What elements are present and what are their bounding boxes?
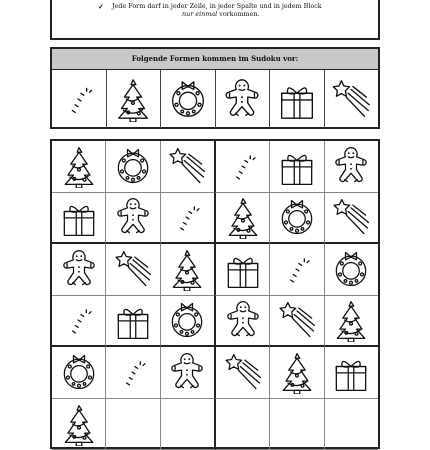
legend-cell — [325, 70, 379, 128]
sudoku-cell — [270, 347, 324, 399]
legend-cell — [216, 70, 271, 128]
wreath-icon — [57, 350, 101, 394]
shape-legend — [50, 47, 380, 129]
gingerbread-man-icon — [329, 144, 373, 188]
shooting-star-icon — [111, 247, 155, 291]
christmas-tree-icon — [329, 298, 373, 342]
sudoku-cell — [216, 193, 270, 245]
christmas-tree-icon — [57, 402, 101, 446]
sudoku-row — [52, 399, 378, 450]
candy-cane-icon — [56, 76, 102, 122]
instruction-line-3-rest: vorkommen. — [217, 10, 259, 18]
sudoku-row — [52, 141, 378, 193]
candy-cane-icon — [275, 247, 319, 291]
sudoku-cell — [106, 141, 160, 193]
shooting-star-icon — [328, 76, 374, 122]
sudoku-cell-empty[interactable] — [270, 399, 324, 450]
sudoku-row — [52, 244, 378, 296]
legend-cell — [270, 70, 325, 128]
christmas-tree-icon — [275, 350, 319, 394]
gift-icon — [57, 195, 101, 239]
legend-cell — [161, 70, 216, 128]
legend-cell — [107, 70, 162, 128]
sudoku-cell — [106, 347, 160, 399]
check-icon: ✓ — [98, 2, 104, 11]
christmas-tree-icon — [110, 76, 156, 122]
gift-icon — [221, 247, 265, 291]
gingerbread-man-icon — [165, 350, 209, 394]
candy-cane-icon — [111, 350, 155, 394]
instruction-line-2: Jede Form darf in jeder Zeile, in jeder Spalte und in jedem Block — [112, 2, 322, 10]
christmas-tree-icon — [57, 144, 101, 188]
sudoku-cell — [270, 193, 324, 245]
sudoku-cell — [52, 244, 106, 296]
sudoku-cell — [325, 347, 378, 399]
shooting-star-icon — [165, 144, 209, 188]
wreath-icon — [275, 195, 319, 239]
sudoku-cell — [161, 296, 216, 348]
sudoku-cell — [52, 399, 106, 450]
wreath-icon — [111, 144, 155, 188]
sudoku-row — [52, 296, 378, 348]
instruction-line-3 — [182, 10, 260, 18]
gift-icon — [275, 144, 319, 188]
sudoku-cell — [161, 141, 216, 193]
gift-icon — [329, 350, 373, 394]
gift-icon — [274, 76, 320, 122]
sudoku-cell — [270, 296, 324, 348]
sudoku-cell — [106, 193, 160, 245]
sudoku-cell-empty[interactable] — [106, 399, 160, 450]
wreath-icon — [165, 76, 211, 122]
wreath-icon — [329, 247, 373, 291]
sudoku-row — [52, 347, 378, 399]
christmas-tree-icon — [221, 195, 265, 239]
sudoku-cell — [325, 244, 378, 296]
gift-icon — [111, 298, 155, 342]
shooting-star-icon — [329, 195, 373, 239]
sudoku-cell — [325, 296, 378, 348]
gingerbread-man-icon — [219, 76, 265, 122]
sudoku-cell — [161, 347, 216, 399]
sudoku-cell — [106, 296, 160, 348]
sudoku-cell — [161, 244, 216, 296]
sudoku-cell — [52, 347, 106, 399]
sudoku-cell — [52, 193, 106, 245]
candy-cane-icon — [221, 144, 265, 188]
shooting-star-icon — [275, 298, 319, 342]
sudoku-cell — [216, 141, 270, 193]
legend-icons-row — [52, 70, 378, 128]
sudoku-cell-empty[interactable] — [216, 399, 270, 450]
sudoku-cell — [325, 141, 378, 193]
sudoku-cell-empty[interactable] — [325, 399, 378, 450]
sudoku-cell — [216, 296, 270, 348]
gingerbread-man-icon — [57, 247, 101, 291]
legend-title: Folgende Formen kommen im Sudoku vor: — [52, 49, 378, 70]
gingerbread-man-icon — [111, 195, 155, 239]
gingerbread-man-icon — [221, 298, 265, 342]
sudoku-cell-empty[interactable] — [161, 399, 216, 450]
sudoku-cell — [106, 244, 160, 296]
sudoku-cell — [325, 193, 378, 245]
instruction-emphasis: nur einmal — [182, 10, 217, 18]
sudoku-cell — [216, 347, 270, 399]
christmas-tree-icon — [165, 247, 209, 291]
sudoku-cell — [216, 244, 270, 296]
sudoku-cell — [52, 296, 106, 348]
sudoku-grid — [50, 139, 380, 449]
instructions-box — [50, 0, 380, 40]
sudoku-cell — [270, 141, 324, 193]
sudoku-cell — [52, 141, 106, 193]
candy-cane-icon — [57, 298, 101, 342]
sudoku-cell — [161, 193, 216, 245]
legend-cell — [52, 70, 107, 128]
wreath-icon — [165, 298, 209, 342]
sudoku-row — [52, 193, 378, 245]
sudoku-cell — [270, 244, 324, 296]
shooting-star-icon — [221, 350, 265, 394]
candy-cane-icon — [165, 195, 209, 239]
